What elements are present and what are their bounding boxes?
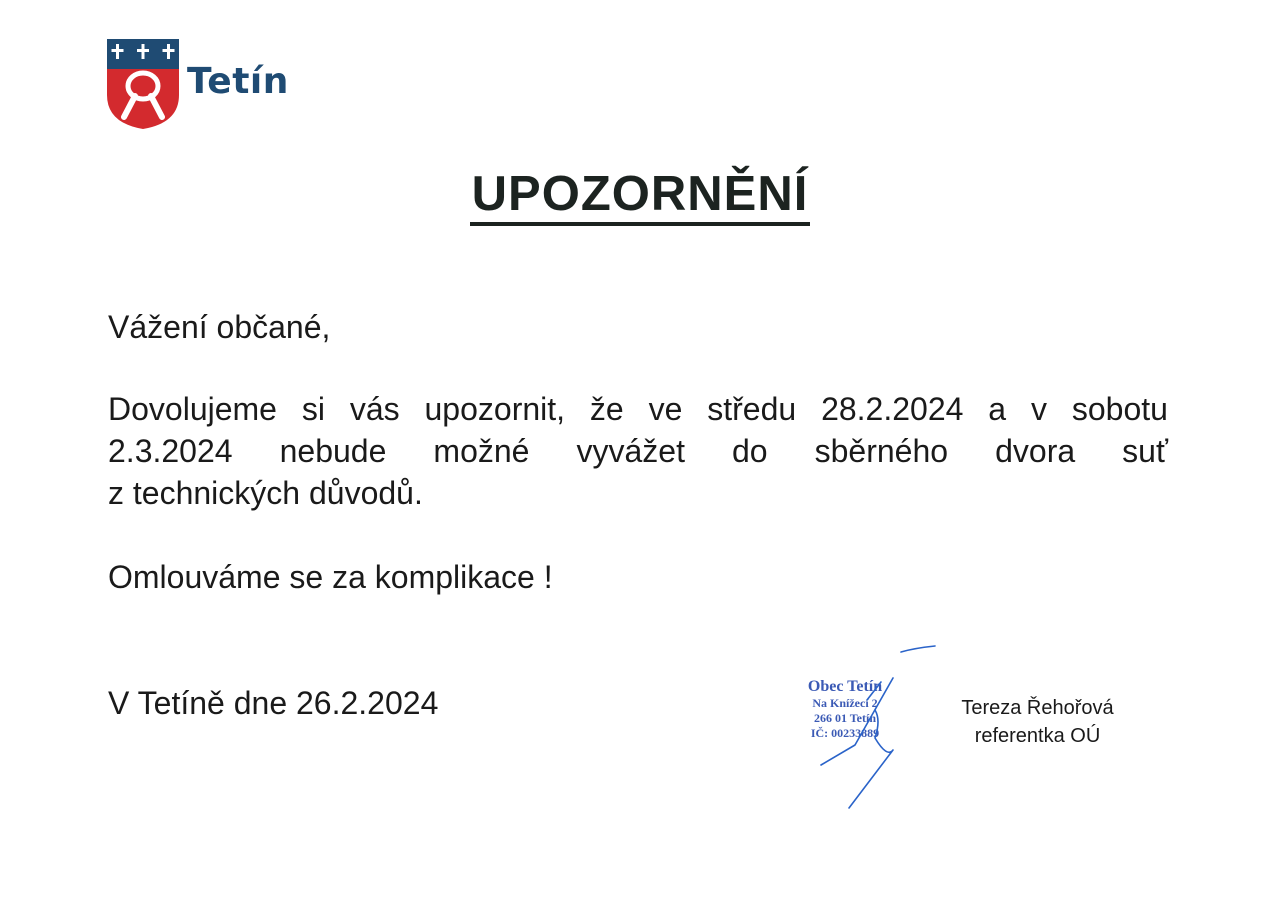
stamp-line-2: Na Knížecí 2 xyxy=(812,696,878,710)
page-title xyxy=(0,166,1280,226)
word: Dovolujeme xyxy=(108,391,277,427)
word: suť xyxy=(1122,433,1168,469)
word: upozornit, xyxy=(424,391,566,427)
coat-of-arms-icon xyxy=(107,39,179,129)
paragraph-line-2 xyxy=(108,430,1168,472)
word: dvora xyxy=(995,433,1076,469)
stamp-line-3: 266 01 Tetín xyxy=(813,711,876,725)
word: středu xyxy=(707,391,797,427)
word: sběrného xyxy=(814,433,949,469)
place-date: V Tetíně dne 26.2.2024 xyxy=(108,685,439,721)
word: sobotu xyxy=(1071,391,1168,427)
word: ve xyxy=(648,391,683,427)
word: že xyxy=(589,391,624,427)
apology-text: Omlouváme se za komplikace ! xyxy=(108,559,553,595)
word: možné xyxy=(433,433,530,469)
word: vás xyxy=(349,391,400,427)
municipality-logo xyxy=(107,39,297,131)
word: nebude xyxy=(279,433,387,469)
handwritten-signature xyxy=(815,640,945,815)
paragraph-line-3: z technických důvodů. xyxy=(108,475,423,511)
paragraph-line-1 xyxy=(108,388,1168,430)
notice-paragraph xyxy=(108,388,1168,514)
signer-block xyxy=(945,694,1130,750)
word: a xyxy=(988,391,1007,427)
word: vyvážet xyxy=(576,433,685,469)
title-text: UPOZORNĚNÍ xyxy=(470,166,811,226)
word: si xyxy=(301,391,325,427)
word: 2.3.2024 xyxy=(108,433,233,469)
logo-wordmark: Tetín xyxy=(187,61,289,102)
signer-name: Tereza Řehořová xyxy=(961,697,1114,719)
greeting: Vážení občané, xyxy=(108,309,331,345)
word: do xyxy=(732,433,768,469)
stamp-line-1: Obec Tetín xyxy=(807,678,883,695)
signer-role: referentka OÚ xyxy=(974,725,1101,747)
word: 28.2.2024 xyxy=(821,391,964,427)
stamp-line-4: IČ: 00233889 xyxy=(810,726,880,740)
word: v xyxy=(1030,391,1047,427)
